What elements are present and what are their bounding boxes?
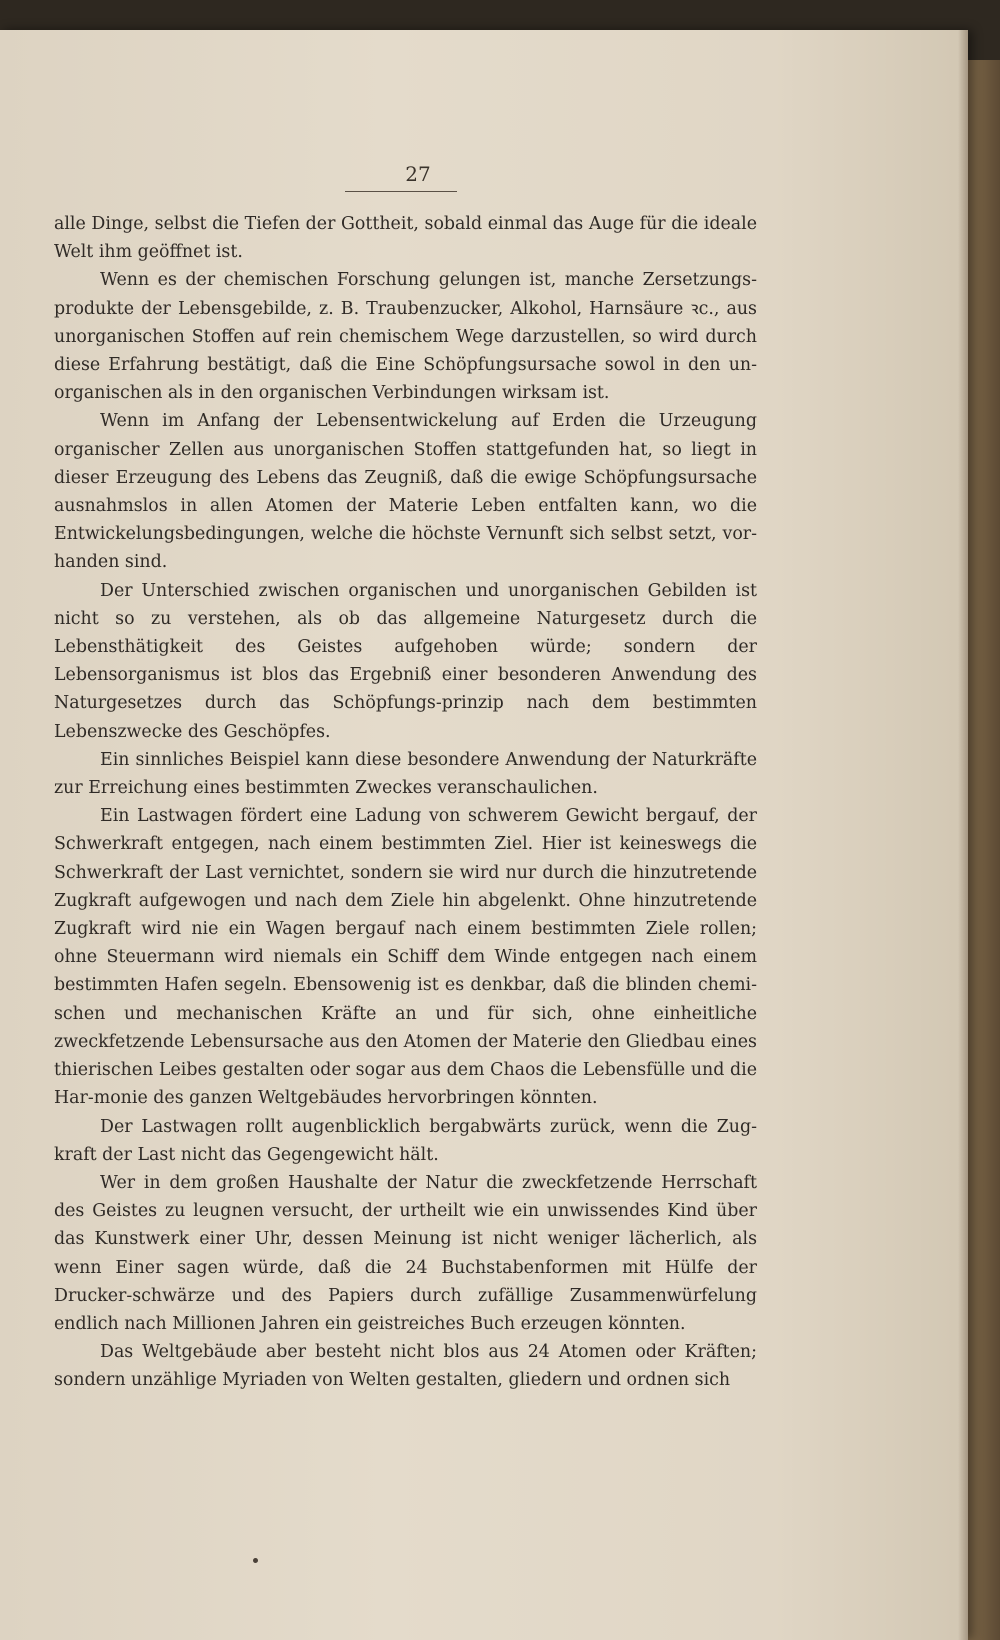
paragraph: Das Weltgebäude aber besteht nicht blos aus 24 Atomen oder Kräften; sondern unzählige Myriaden von Welten gestalten, gliedern und ordnen sich [54,1342,757,1391]
page-text [54,210,757,1395]
paragraph: Wer in dem großen Haushalte der Natur die zweckfetzende Herrschaft des Geistes zu leugnen versucht, der urtheilt wie ein unwissendes Kind über das Kunstwerk einer Uhr, dessen Meinung ist nicht weniger lächerlich, als wenn Einer sagen würde, daß die 24 Buchstabenformen mit Hülfe der Drucker-schwärze und des Papiers durch zufällige Zusammenwürfelung endlich nach Millionen Jahren ein geistreiches Buch erzeugen könnten. [54,1172,757,1334]
paragraph: Ein sinnliches Beispiel kann diese besondere Anwendung der Naturkräfte zur Erreichung eines bestimmten Zweckes veranschaulichen. [54,749,757,799]
ink-speck [253,1558,258,1563]
paragraph: alle Dinge, selbst die Tiefen der Gottheit, sobald einmal das Auge für die ideale Welt ihm geöffnet ist. [54,214,757,263]
paragraph: Der Lastwagen rollt augenblicklich bergabwärts zurück, wenn die Zug-kraft der Last nicht das Gegengewicht hält. [54,1116,757,1165]
page-number: 27 [405,162,431,186]
paragraph: Ein Lastwagen fördert eine Ladung von schwerem Gewicht bergauf, der Schwerkraft entgegen, nach einem bestimmten Ziel. Hier ist keineswegs die Schwerkraft der Last vernichtet, sondern sie wird nur durch die hinzutretende Zugkraft aufgewogen und nach dem Ziele hin abgelenkt. Ohne hinzutretende Zugkraft wird nie ein Wagen bergauf nach einem bestimmten Ziele rollen; ohne Steuermann wird niemals ein Schiff dem Winde entgegen nach einem bestimmten Hafen segeln. Ebensowenig ist es denkbar, daß die blinden chemi-schen und mechanischen Kräfte an und für sich, ohne einheitliche zweckfetzende Lebensursache aus den Atomen der Materie den Gliedbau eines thierischen Leibes gestalten oder sogar aus dem Chaos die Lebensfülle und die Har-monie des ganzen Weltgebäudes hervorbringen könnten. [54,806,757,1109]
paragraph: Wenn es der chemischen Forschung gelungen ist, manche Zersetzungs-produkte der Lebensgebilde, z. B. Traubenzucker, Alkohol, Harnsäure ꝛc., aus unorganischen Stoffen auf rein chemischem Wege darzustellen, so wird durch diese Erfahrung bestätigt, daß die Eine Schöpfungsursache sowol in den un-organischen als in den organischen Verbindungen wirksam ist. [54,270,757,404]
header-rule [345,191,457,192]
page-edge-shadow [958,30,968,1640]
paragraph: Wenn im Anfang der Lebensentwickelung auf Erden die Urzeugung organischer Zellen aus unorganischen Stoffen stattgefunden hat, so liegt in dieser Erzeugung des Lebens das Zeugniß, daß die ewige Schöpfungsursache ausnahmslos in allen Atomen der Materie Leben entfalten kann, wo die Entwickelungsbedingungen, welche die höchste Vernunft sich selbst setzt, vor-handen sind. [54,411,757,573]
paragraph: Der Unterschied zwischen organischen und unorganischen Gebilden ist nicht so zu verstehen, als ob das allgemeine Naturgesetz durch die Lebensthätigkeit des Geistes aufgehoben würde; sondern der Lebensorganismus ist blos das Ergebniß einer besonderen Anwendung des Naturgesetzes durch das Schöpfungs-prinzip nach dem bestimmten Lebenszwecke des Geschöpfes. [54,580,757,742]
